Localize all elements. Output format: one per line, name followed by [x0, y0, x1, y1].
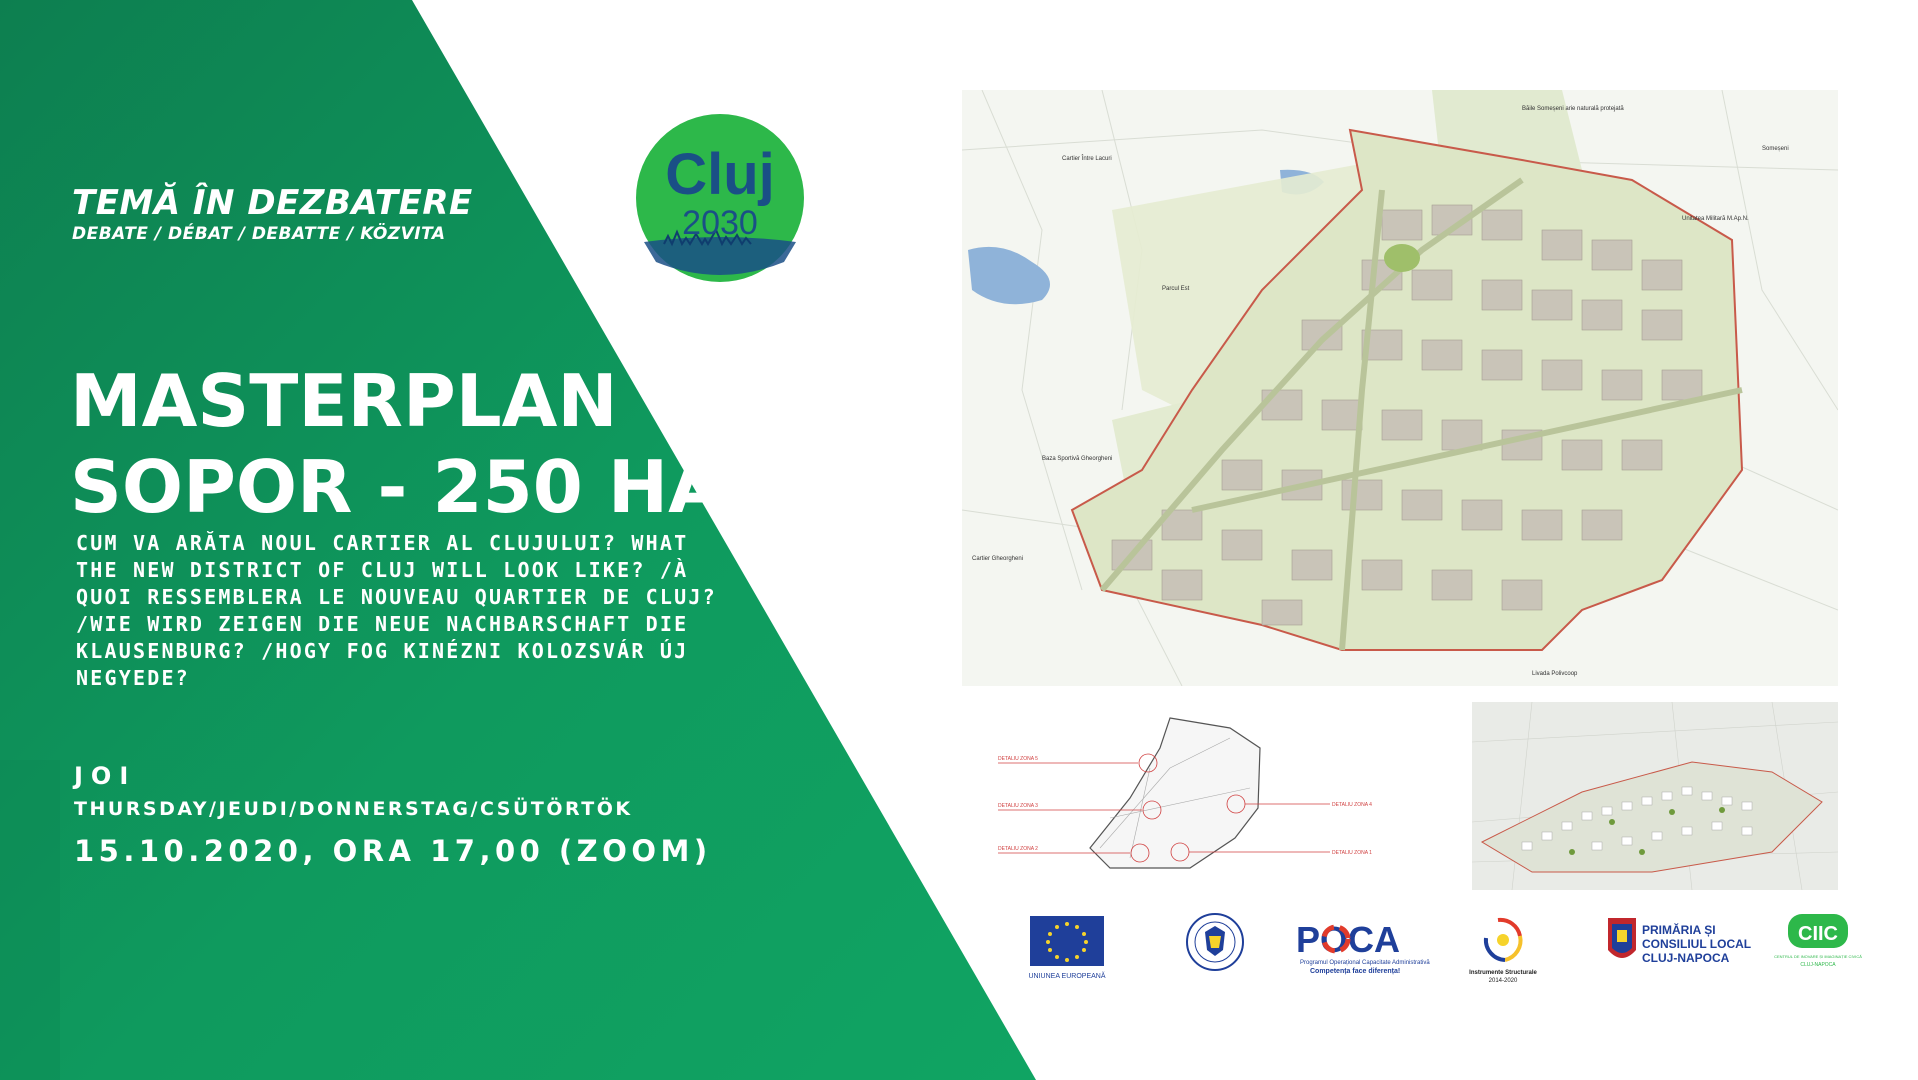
map-label-someseni: Someșeni [1762, 146, 1789, 152]
ciic-label: CIIC [1798, 923, 1838, 945]
logo-text-bottom: 2030 [682, 204, 758, 242]
masterplan-map [962, 90, 1838, 686]
instrumente-years: 2014-2020 [1488, 978, 1518, 984]
debate-subtitle: DEBATE / DÉBAT / DEBATTE / KÖZVITA [72, 224, 446, 244]
instrumente-structurale-icon [1486, 920, 1521, 960]
ciic-logo-icon [1788, 914, 1848, 948]
map-label-parcul-est: Parcul Est [1162, 286, 1190, 292]
cluj-2030-logo-icon [634, 112, 806, 284]
map-label-cartier-gheorgheni: Cartier Gheorgheni [972, 556, 1024, 562]
poca-subtitle: Programul Operațional Capacitate Administrativă [1300, 960, 1430, 966]
poca-label: POCA [1296, 919, 1401, 960]
masterplan-3d-view [1472, 702, 1838, 890]
detail-label-zona2: DETALIU ZONA 2 [998, 846, 1038, 852]
ciic-city: CLUJ-NAPOCA [1800, 962, 1836, 968]
poca-logo-icon [1296, 919, 1400, 960]
event-day-translations: THURSDAY/JEUDI/DONNERSTAG/CSÜTÖRTÖK [74, 798, 633, 820]
map-label-baile-someseni: Băile Someșeni arie naturală protejată [1522, 106, 1624, 112]
detail-label-zona4: DETALIU ZONA 4 [1332, 802, 1372, 808]
map-label-livada-polivcoop: Livada Polivcoop [1532, 671, 1578, 677]
primaria-line3: CLUJ-NAPOCA [1642, 951, 1730, 965]
map-label-unitatea-militara: Unitatea Militară M.Ap.N. [1682, 216, 1749, 222]
partner-logos [1000, 908, 1880, 988]
main-title-line2: SOPOR - 250 HA [70, 445, 724, 529]
detail-label-zona3: DETALIU ZONA 3 [998, 803, 1038, 809]
event-datetime: 15.10.2020, ORA 17,00 (ZOOM) [74, 834, 712, 868]
logo-text-top: Cluj [665, 142, 775, 207]
poca-tagline: Competența face diferența! [1310, 968, 1401, 975]
eu-flag-icon [1030, 916, 1104, 966]
map-label-cartier-intre-lacuri: Cartier Între Lacuri [1062, 156, 1112, 162]
map-label-baza-sportiva: Baza Sportivă Gheorgheni [1042, 456, 1113, 462]
instrumente-label: Instrumente Structurale [1469, 970, 1537, 976]
ciic-subtitle: CENTRUL DE INOVARE ȘI IMAGINAȚIE CIVICĂ [1774, 954, 1862, 959]
main-title [70, 358, 770, 530]
event-day: JOI [74, 762, 137, 790]
event-question: CUM VA ARĂTA NOUL CARTIER AL CLUJULUI? WHAT THE NEW DISTRICT OF CLUJ WILL LOOK LIKE? /À QUOI RESSEMBLERA LE NOUVEAU QUARTIER DE CLUJ? /WIE WIRD ZEIGEN DIE NEUE NACHBARSCHAFT DIE KLAUSENBURG? /HOGY FOG KINÉZNI KOLOZSVÁR ÚJ NEGYEDE? [76, 531, 717, 690]
eu-label: UNIUNEA EUROPEANĂ [1028, 973, 1106, 980]
main-title-line1: MASTERPLAN [70, 359, 618, 443]
primaria-line2: CONSILIUL LOCAL [1642, 937, 1752, 951]
cluj-napoca-coat-of-arms-icon [1608, 918, 1636, 958]
detail-label-zona1: DETALIU ZONA 1 [1332, 850, 1372, 856]
detail-zones-map [990, 708, 1376, 888]
guvernul-romaniei-seal-icon [1187, 914, 1243, 970]
detail-label-zona5: DETALIU ZONA 5 [998, 756, 1038, 762]
debate-title: TEMĂ ÎN DEZBATERE [72, 183, 473, 223]
primaria-line1: PRIMĂRIA ȘI [1642, 923, 1716, 937]
